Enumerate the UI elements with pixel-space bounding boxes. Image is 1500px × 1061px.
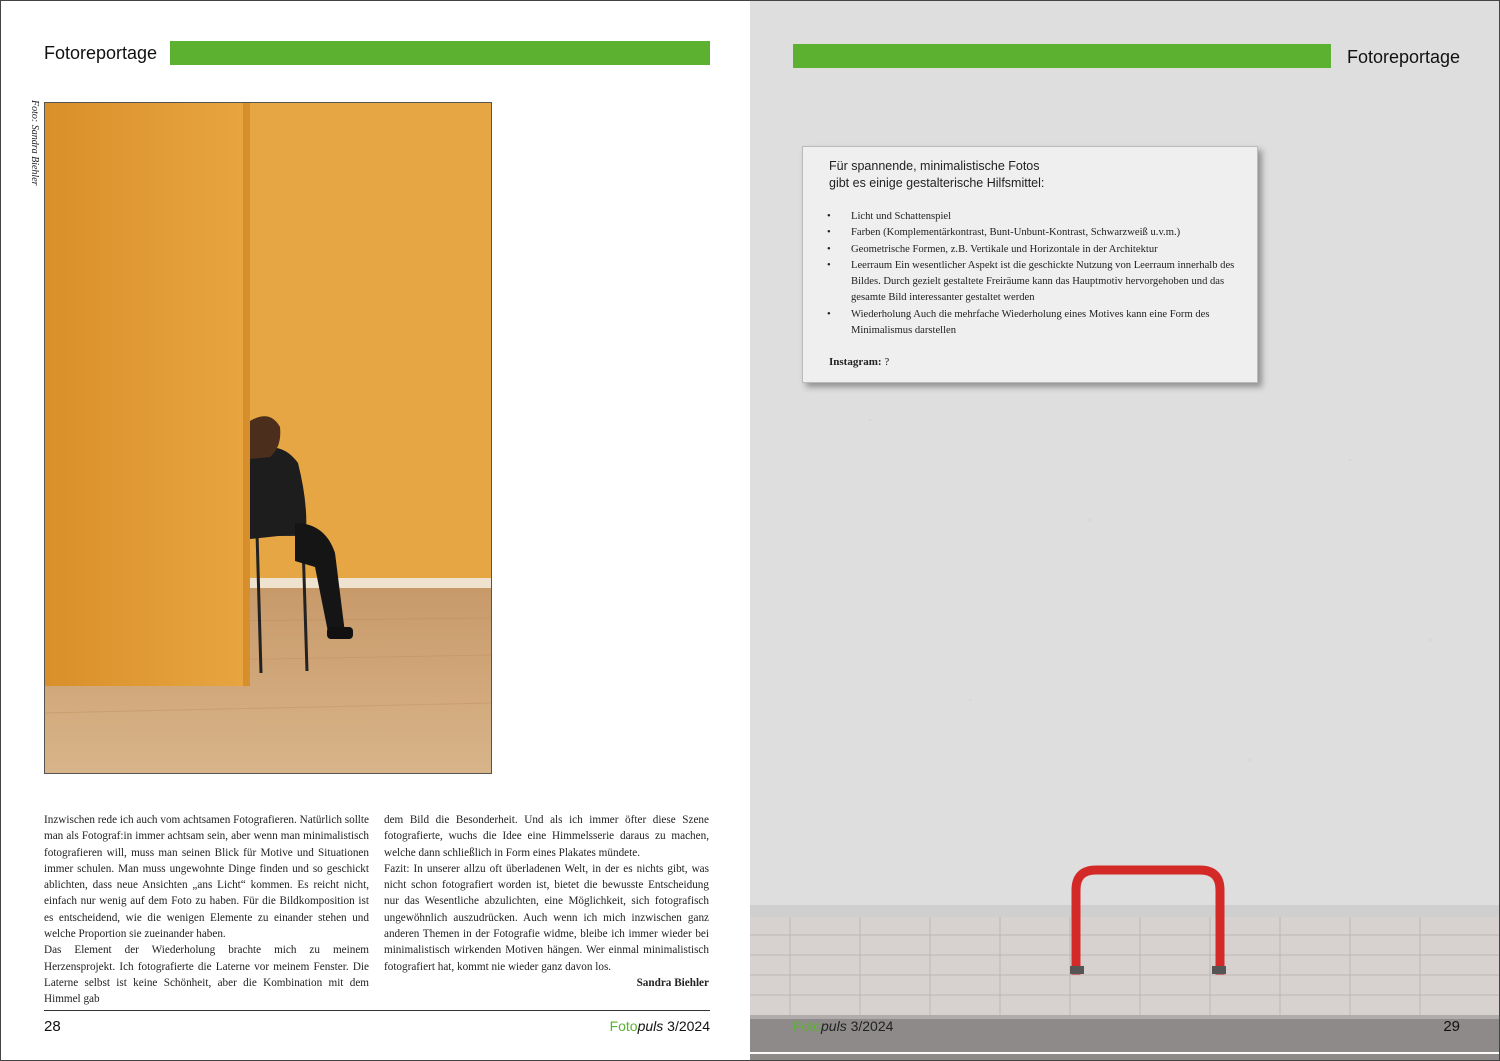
tips-list-item: • Farben (Komplementärkontrast, Bunt-Unbunt-Kontrast, Schwarzweiß u.v.m.) [827, 225, 1237, 241]
tips-list-item: • Licht und Schattenspiel [827, 209, 1237, 225]
article-author: Sandra Biehler [636, 976, 709, 989]
footer-rule [44, 1010, 710, 1011]
magazine-name-foto: Foto [609, 1018, 638, 1034]
right-page [750, 0, 1500, 1061]
section-title: Fotoreportage [1347, 47, 1461, 67]
page-number: 28 [44, 1018, 61, 1035]
tips-heading-line: Für spannende, minimalistische Fotos [829, 159, 1040, 173]
header-accent-bar [793, 44, 1331, 68]
section-title: Fotoreportage [44, 43, 158, 63]
article-paragraph: dem Bild die Besonderheit. Und als ich immer öfter diese Szene fotografierte, wuchs die Idee eine Himmelsserie daraus zu machen, welche dann schließlich in Form eines Plakates mündete. [384, 814, 709, 859]
magazine-issue [793, 1018, 893, 1034]
instagram-label: Instagram: [829, 356, 882, 368]
issue-number: 3/2024 [667, 1018, 710, 1034]
tips-list-item: • Wiederholung Auch die mehrfache Wiederholung eines Motives kann eine Form des Minimalismus darstellen [827, 307, 1237, 340]
article-column-2 [384, 812, 709, 991]
article-paragraph: Inzwischen rede ich auch vom achtsamen Fotografieren. Natürlich sollte man als Fotograf:in immer achtsam sein, aber wenn man minimalistisch fotografieren will, muss man seinen Blick für Motive und Situationen immer schulen. Man muss ungewohnte Dinge finden und so geschickt ablichten, dass neue Ansichten „ans Licht“ kommen. Es reicht nicht, einfach nur wenig auf dem Foto zu haben. Für die Bildkomposition ist es entscheidend, wie die wenigen Elemente zu einander stehen und welche Proportion sie zueinander haben. [44, 814, 369, 941]
tips-list-item: • Leerraum Ein wesentlicher Aspekt ist die geschickte Nutzung von Leerraum innerhalb des Bildes. Durch gezielt gestaltete Freiräume kann das Hauptmotiv hervorgehoben und das gesamte Bild interessanter gestaltet werden [827, 258, 1237, 307]
magazine-name-puls: puls [637, 1018, 664, 1034]
tips-list-item: • Geometrische Formen, z.B. Vertikale und Horizontale in der Architektur [827, 242, 1237, 258]
tips-heading-line: gibt es einige gestalterische Hilfsmittel: [829, 176, 1045, 190]
header-accent-bar [170, 41, 710, 65]
magazine-name-puls: puls [821, 1018, 847, 1034]
footer-rule [750, 1052, 1500, 1054]
instagram-value: ? [884, 356, 890, 368]
article-paragraph: Fazit: In unserer allzu oft überladenen Welt, in der es nichts gibt, was nicht schon fotografiert worden ist, bietet die bewusste Entscheidung nur das Wesentliche abzulichten, eine Möglichkeit, sich fotografisch ungewöhnlich auszudrücken. Auch wenn ich mich inzwischen ganz anderen Themen in der Fotografie widme, bleibe ich immer wieder bei minimalistisch wirkenden Motiven hängen. Wer einmal minimalistisch fotografiert hat, kommt nie wieder ganz davon los. [384, 862, 709, 973]
issue-number: 3/2024 [850, 1018, 894, 1034]
magazine-issue [610, 1018, 710, 1034]
article-column-1 [44, 812, 369, 1008]
instagram-line [829, 356, 889, 368]
article-paragraph: Das Element der Wiederholung brachte mich zu meinem Herzensprojekt. Ich fotografierte die Laterne vor meinem Fenster. Die Laterne selbst ist keine Schönheit, aber die Kombination mit dem Himmel gab [44, 944, 369, 1006]
photo-credit [6, 100, 46, 190]
tips-box [802, 146, 1258, 383]
page-number: 29 [1443, 1018, 1460, 1035]
tips-list [827, 209, 1237, 339]
orange-room-illustration [45, 103, 491, 773]
photo-credit-text: Foto: Sandra Biehler [29, 100, 40, 186]
photo-man-in-orange-room [44, 102, 492, 774]
magazine-name-foto: Foto [793, 1018, 822, 1034]
tips-heading [829, 158, 1044, 192]
